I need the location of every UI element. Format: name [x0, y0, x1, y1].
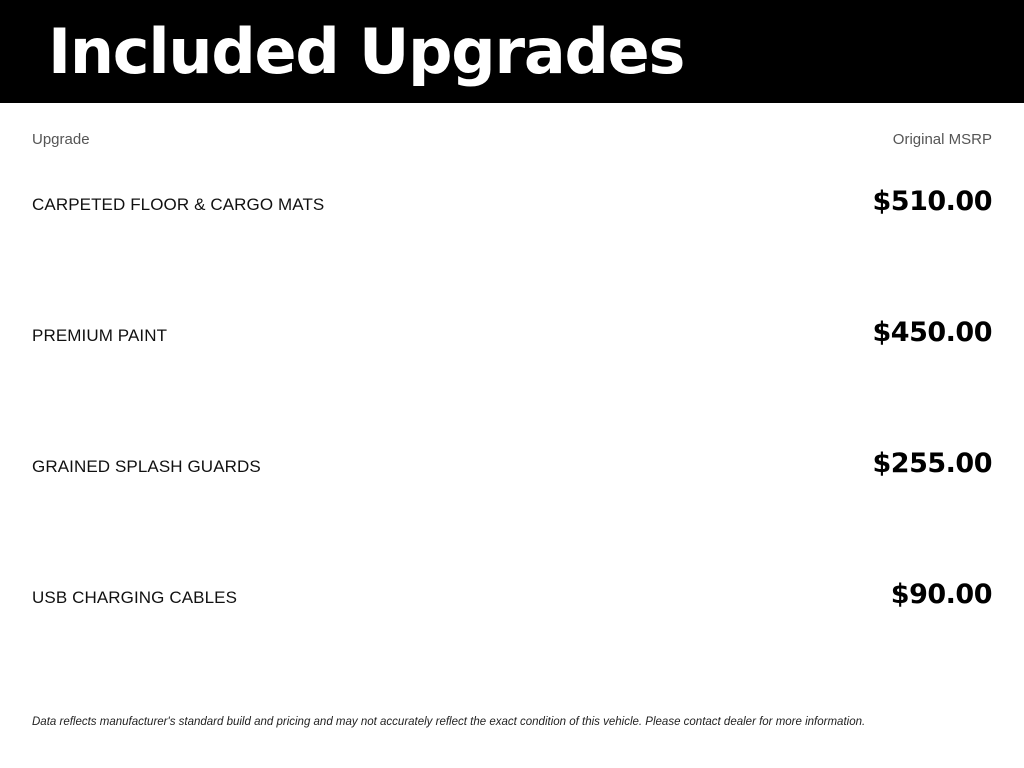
upgrade-name: PREMIUM PAINT: [32, 326, 168, 345]
page-title: Included Upgrades: [48, 14, 685, 88]
table-row: [32, 579, 992, 710]
upgrade-name: USB CHARGING CABLES: [32, 588, 238, 607]
upgrade-price: $510.00: [872, 186, 992, 217]
upgrade-price: $255.00: [872, 448, 992, 479]
table-column-headers: [32, 131, 992, 148]
upgrade-name: CARPETED FLOOR & CARGO MATS: [32, 195, 325, 214]
table-row: [32, 448, 992, 579]
upgrades-list: [32, 186, 992, 710]
column-header-original-msrp: Original MSRP: [892, 131, 992, 148]
table-row: [32, 186, 992, 317]
disclaimer-text: Data reflects manufacturer's standard build and pricing and may not accurately reflect the exact condition of this vehicle. Please contact dealer for more information.: [32, 716, 866, 728]
upgrade-price: $90.00: [890, 579, 992, 610]
upgrades-content: [0, 103, 1024, 768]
table-row: [32, 317, 992, 448]
page-header: [0, 0, 1024, 103]
upgrade-price: $450.00: [872, 317, 992, 348]
column-header-upgrade: Upgrade: [32, 131, 90, 148]
upgrade-name: GRAINED SPLASH GUARDS: [32, 457, 261, 476]
